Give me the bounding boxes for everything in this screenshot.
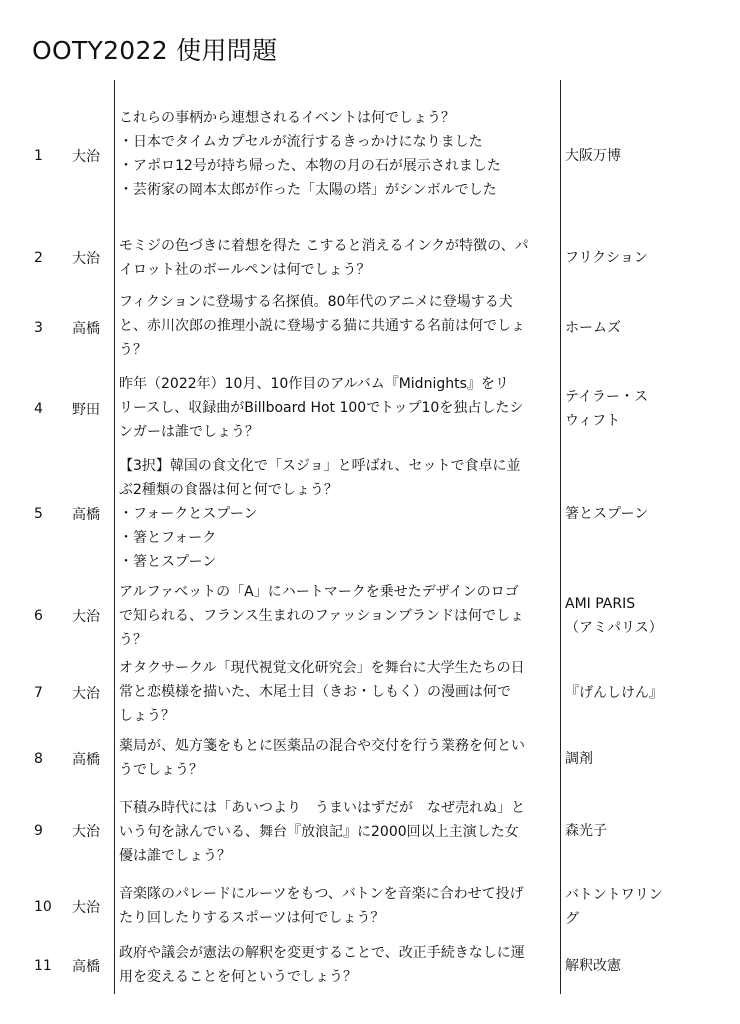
question-line: リースし、収録曲がBillboard Hot 100でトップ10を独占したシ: [119, 400, 524, 416]
question-text: [119, 734, 557, 782]
answer-text: [565, 228, 735, 288]
author-name: 野田: [72, 402, 100, 418]
author-name: 大治: [72, 686, 100, 702]
author-name: 高橋: [72, 752, 100, 768]
question-number: 5: [34, 506, 43, 522]
question-line: いう句を詠んでいる、舞台『放浪記』に2000回以上主演した女: [119, 824, 519, 840]
question-row: [0, 368, 740, 450]
answer-line: テイラー・ス: [565, 389, 649, 405]
answer-line: 調剤: [565, 751, 593, 767]
question-line: ・箸とフォーク: [119, 530, 217, 546]
question-line: 昨年（2022年）10月、10作目のアルバム『Midnights』をリ: [119, 376, 509, 392]
question-line: 政府や議会が憲法の解釈を変更することで、改正手続きなしに運: [119, 945, 525, 961]
question-line: と、赤川次郎の推理小説に登場する猫に共通する名前は何でしょ: [119, 318, 525, 334]
question-number: 7: [34, 685, 43, 701]
question-line: モミジの色づきに着想を得た こすると消えるインクが特徴の、パ: [119, 238, 529, 254]
question-number: 3: [34, 320, 43, 336]
question-text: [119, 882, 557, 930]
author-name: 高橋: [72, 507, 100, 523]
author-name: 高橋: [72, 959, 100, 975]
question-line: ンガーは誰でしょう？: [119, 424, 259, 440]
question-number: 1: [34, 148, 43, 164]
question-text: [119, 234, 557, 282]
question-row: [0, 288, 740, 368]
answer-line: フリクション: [565, 250, 648, 266]
answer-text: [565, 368, 735, 450]
answer-text: [565, 938, 735, 994]
answer-text: [565, 786, 735, 876]
question-text: [119, 454, 557, 574]
question-row: [0, 228, 740, 288]
question-line: うでしょう？: [119, 762, 203, 778]
answer-line: ウィフト: [565, 413, 621, 429]
answer-line: 大阪万博: [565, 148, 621, 164]
question-number: 2: [34, 250, 43, 266]
question-line: ・箸とスプーン: [119, 554, 217, 570]
question-line: フィクションに登場する名探偵。80年代のアニメに登場する犬: [119, 294, 513, 310]
question-number: 4: [34, 401, 43, 417]
question-text: [119, 106, 557, 202]
author-name: 大治: [72, 900, 100, 916]
question-line: ぶ2種類の食器は何と何でしょう？: [119, 482, 338, 498]
answer-text: [565, 654, 735, 732]
question-line: ・日本でタイムカプセルが流行するきっかけになりました: [119, 134, 483, 150]
question-line: たり回したりするスポーツは何でしょう？: [119, 910, 385, 926]
question-line: 音楽隊のパレードにルーツをもつ、バトンを音楽に合わせて投げ: [119, 886, 524, 902]
question-text: [119, 580, 557, 652]
question-text: [119, 941, 557, 989]
question-line: 【3択】韓国の食文化で「スジョ」と呼ばれ、セットで食卓に並: [119, 458, 521, 474]
question-line: ・フォークとスプーン: [119, 506, 258, 522]
answer-text: [565, 288, 735, 368]
author-name: 大治: [72, 149, 100, 165]
question-line: 用を変えることを何というでしょう？: [119, 969, 357, 985]
page-title: OOTY2022 使用問題: [32, 36, 278, 65]
answer-text: [565, 450, 735, 578]
question-number: 8: [34, 751, 43, 767]
answer-text: [565, 732, 735, 786]
author-name: 大治: [72, 251, 100, 267]
question-row: [0, 654, 740, 732]
answer-line: 『げんしけん』: [565, 685, 663, 701]
author-name: 高橋: [72, 321, 100, 337]
question-text: [119, 372, 557, 444]
question-text: [119, 796, 557, 868]
question-row: [0, 876, 740, 938]
question-row: [0, 84, 740, 228]
question-line: オタクサークル「現代視覚文化研究会」を舞台に大学生たちの日: [119, 660, 525, 676]
question-line: 常と恋模様を描いた、木尾士目（きお・しもく）の漫画は何で: [119, 684, 511, 700]
answer-line: グ: [565, 911, 579, 927]
answer-line: 箸とスプーン: [565, 506, 649, 522]
question-row: [0, 732, 740, 786]
question-text: [119, 656, 557, 728]
question-row: [0, 938, 740, 994]
question-line: ・アポロ12号が持ち帰った、本物の月の石が展示されました: [119, 158, 501, 174]
answer-line: 解釈改憲: [565, 958, 621, 974]
question-line: う？: [119, 342, 147, 358]
question-text: [119, 290, 557, 362]
answer-line: ホームズ: [565, 320, 621, 336]
answer-text: [565, 876, 735, 938]
question-number: 6: [34, 608, 43, 624]
question-row: [0, 450, 740, 578]
answer-text: [565, 84, 735, 228]
question-line: ・芸術家の岡本太郎が作った「太陽の塔」がシンボルでした: [119, 182, 497, 198]
question-line: これらの事柄から連想されるイベントは何でしょう？: [119, 110, 455, 126]
answer-line: バトントワリン: [565, 887, 663, 903]
question-line: で知られる、フランス生まれのファッションブランドは何でしょ: [119, 608, 525, 624]
question-line: う？: [119, 632, 147, 648]
question-row: [0, 578, 740, 654]
author-name: 大治: [72, 609, 100, 625]
answer-line: 森光子: [565, 823, 607, 839]
question-row: [0, 786, 740, 876]
question-line: 優は誰でしょう？: [119, 848, 231, 864]
answer-text: [565, 578, 735, 654]
author-name: 大治: [72, 824, 100, 840]
question-number: 10: [34, 899, 52, 915]
answer-line: （アミパリス）: [565, 620, 663, 636]
question-line: 下積み時代には「あいつより うまいはずだが なぜ売れぬ」と: [119, 800, 525, 816]
question-number: 11: [34, 958, 52, 974]
question-line: しょう？: [119, 708, 175, 724]
question-line: イロット社のボールペンは何でしょう？: [119, 262, 371, 278]
question-line: 薬局が、処方箋をもとに医薬品の混合や交付を行う業務を何とい: [119, 738, 525, 754]
question-number: 9: [34, 823, 43, 839]
question-line: アルファベットの「A」にハートマークを乗せたデザインのロゴ: [119, 584, 519, 600]
answer-line: AMI PARIS: [565, 596, 636, 612]
